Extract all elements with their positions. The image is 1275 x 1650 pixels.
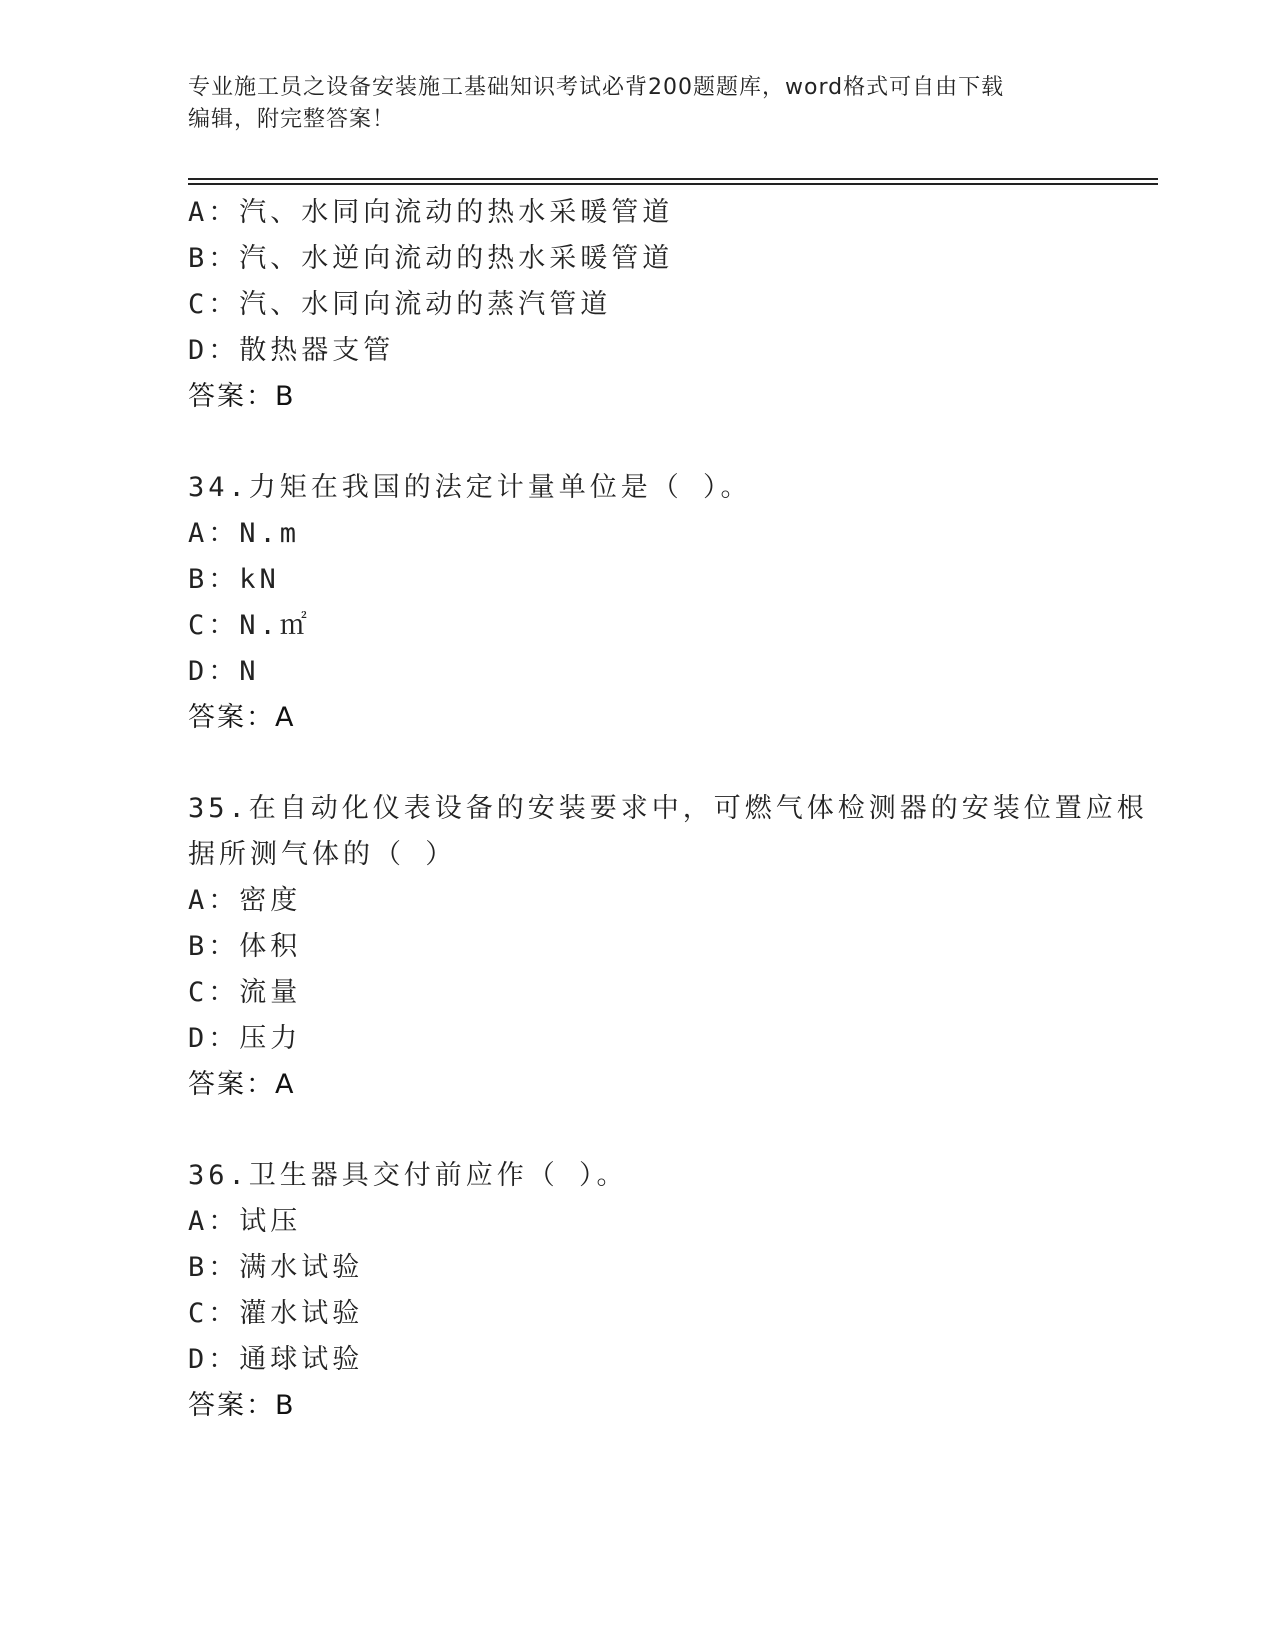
answer-label: 答案：B [188, 381, 296, 412]
option-b: B：kN [188, 564, 280, 595]
option-b: B：体积 [188, 931, 302, 962]
question-36 [188, 1153, 1088, 1429]
option-c: C：N.㎡ [188, 610, 311, 641]
question-text-line-1: 35.在自动化仪表设备的安装要求中，可燃气体检测器的安装位置应根 [188, 793, 1148, 824]
question-list [188, 190, 1148, 1429]
header-title-line-2: 编辑，附完整答案！ [188, 107, 396, 132]
answer-label: 答案：A [188, 702, 296, 733]
document-header [188, 72, 1088, 136]
question-text-line-2: 据所测气体的（ ） [188, 839, 457, 870]
option-a: A：N.m [188, 518, 301, 549]
answer-label: 答案：B [188, 1390, 296, 1421]
option-d: D：散热器支管 [188, 335, 395, 366]
question-34 [188, 465, 1088, 741]
option-a: A：汽、水同向流动的热水采暖管道 [188, 197, 674, 228]
option-c: C：流量 [188, 977, 302, 1008]
option-c: C：汽、水同向流动的蒸汽管道 [188, 289, 612, 320]
option-a: A：密度 [188, 885, 302, 916]
question-text: 34.力矩在我国的法定计量单位是（ ）。 [188, 472, 752, 503]
option-b: B：汽、水逆向流动的热水采暖管道 [188, 243, 674, 274]
option-c: C：灌水试验 [188, 1298, 364, 1329]
header-title-line-1: 专业施工员之设备安装施工基础知识考试必背200题题库，word格式可自由下载 [188, 75, 1005, 100]
question-35 [188, 786, 1148, 1108]
option-a: A：试压 [188, 1206, 302, 1237]
option-d: D：通球试验 [188, 1344, 364, 1375]
question-33 [188, 190, 1088, 420]
answer-label: 答案：A [188, 1069, 296, 1100]
header-divider-bottom [188, 183, 1158, 185]
option-d: D：压力 [188, 1023, 302, 1054]
option-b: B：满水试验 [188, 1252, 364, 1283]
option-d: D：N [188, 656, 260, 687]
question-text: 36.卫生器具交付前应作（ ）。 [188, 1160, 628, 1191]
header-divider-top [188, 178, 1158, 180]
